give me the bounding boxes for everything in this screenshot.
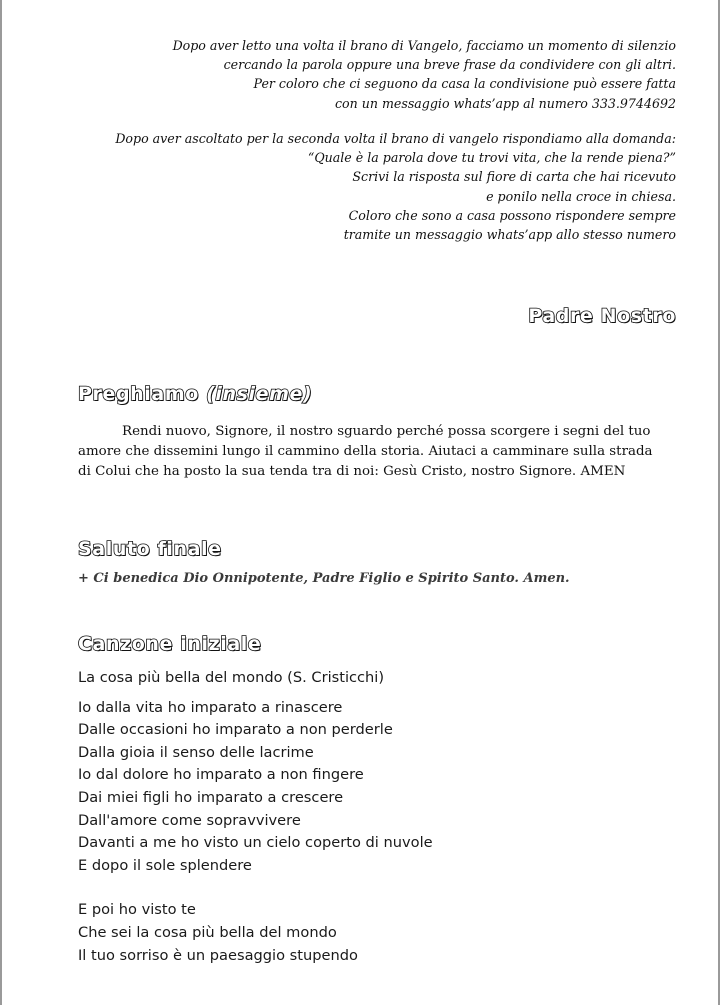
instruction-line: e ponilo nella croce in chiesa.	[486, 188, 676, 204]
song-title: La cosa più bella del mondo (S. Cristicchi)	[78, 669, 385, 686]
canzone-iniziale-heading: Canzone iniziale	[78, 633, 262, 655]
lyric-line: Davanti a me ho visto un cielo coperto di nuvole	[78, 834, 433, 852]
lyric-line: Dai miei figli ho imparato a crescere	[78, 788, 344, 806]
song-stanza	[78, 899, 433, 967]
instruction-line: Dopo aver ascoltato per la seconda volta il brano di vangelo rispondiamo alla domanda:	[115, 131, 676, 146]
intro-line: Per coloro che ci seguono da casa la condivisione può essere fatta	[253, 76, 676, 92]
instruction-line: Scrivi la risposta sul fiore di carta che hai ricevuto	[352, 169, 676, 185]
instruction-line: tramite un messaggio whats’app allo stesso numero	[343, 227, 676, 243]
lyric-line: Io dalla vita ho imparato a rinascere	[78, 698, 343, 716]
blessing-text: + Ci benedica Dio Onnipotente, Padre Figlio e Spirito Santo. Amen.	[78, 571, 570, 586]
lyric-line: Dall'amore come sopravvivere	[78, 811, 301, 829]
lyric-line: Dalla gioia il senso delle lacrime	[78, 743, 314, 761]
saluto-finale-heading: Saluto finale	[78, 538, 222, 560]
preghiamo-heading	[78, 383, 312, 405]
song-stanza	[78, 697, 433, 878]
lyric-line: Che sei la cosa più bella del mondo	[78, 923, 337, 941]
preghiamo-subtitle: (insieme)	[206, 383, 313, 405]
preghiamo-title: Preghiamo	[78, 383, 199, 405]
prayer-line: amore che dissemini lungo il cammino della storia. Aiutaci a camminare sulla strada	[78, 444, 653, 459]
lyric-line: Dalle occasioni ho imparato a non perderle	[78, 721, 393, 739]
song-lyrics	[78, 667, 433, 989]
instruction-line: “Quale è la parola dove tu trovi vita, che la rende piena?”	[307, 150, 676, 166]
intro-line: con un messaggio whats’app al numero 333.9744692	[335, 95, 676, 111]
second-reading-instructions	[115, 129, 676, 244]
prayer-line: Rendi nuovo, Signore, il nostro sguardo perché possa scorgere i segni del tuo	[122, 424, 651, 439]
page-border-left	[0, 0, 2, 1005]
intro-line: cercando la parola oppure una breve frase da condividere con gli altri.	[223, 57, 676, 73]
instruction-line: Coloro che sono a casa possono rispondere sempre	[348, 207, 676, 223]
padre-nostro-heading: Padre Nostro	[528, 305, 676, 327]
prayer-text	[78, 422, 678, 482]
prayer-line: di Colui che ha posto la sua tenda tra di noi: Gesù Cristo, nostro Signore. AMEN	[78, 464, 626, 479]
intro-instructions	[173, 36, 676, 113]
lyric-line: Io dal dolore ho imparato a non fingere	[78, 766, 364, 784]
lyric-line: E poi ho visto te	[78, 901, 196, 919]
lyric-line: Il tuo sorriso è un paesaggio stupendo	[78, 946, 358, 964]
lyric-line: E dopo il sole splendere	[78, 856, 252, 874]
intro-line: Dopo aver letto una volta il brano di Vangelo, facciamo un momento di silenzio	[172, 38, 676, 53]
